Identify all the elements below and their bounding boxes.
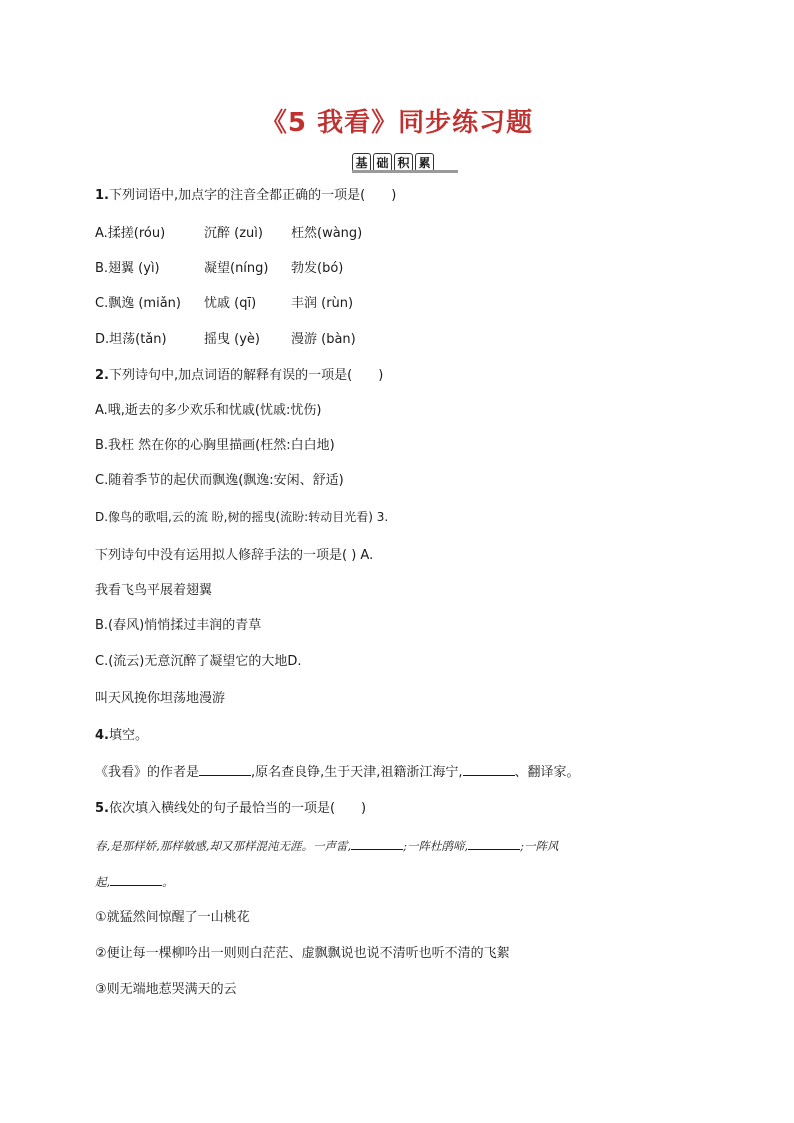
q5-passage-e: 。 — [162, 875, 174, 889]
q5-passage-c: ;一阵风 — [520, 839, 559, 853]
q1-a-2: 沉醉 (zuì) — [204, 226, 263, 241]
q1-b-2: 凝望(níng) — [204, 261, 269, 276]
q2-option-b: B.我枉 然在你的心胸里描画(枉然:白白地) — [95, 438, 335, 453]
q3-option-d: 叫天风挽你坦荡地漫游 — [95, 691, 226, 706]
q5-passage-line-2 — [95, 873, 174, 891]
badge-char-4: 累 — [415, 153, 434, 172]
q2-option-c: C.随着季节的起伏而飘逸(飘逸:安闲、舒适) — [95, 473, 344, 488]
q4-stem — [95, 727, 148, 745]
badge-char-1: 基 — [352, 153, 371, 172]
q1-a-3: 枉然(wàng) — [291, 226, 363, 241]
badge-char-3: 积 — [394, 153, 413, 172]
q5-passage-b: ;一阵杜鹃啼, — [403, 839, 469, 853]
q4-text: 填空。 — [108, 728, 148, 743]
q5-passage-d: 起, — [95, 875, 111, 889]
badge-char-2: 础 — [373, 153, 392, 172]
q1-c-1: C.飘逸 (miǎn) — [95, 296, 181, 311]
q2-text: 下列诗句中,加点词语的解释有误的一项是( ) — [108, 368, 384, 383]
q1-b-3: 勃发(bó) — [291, 261, 344, 276]
q4-fill-line — [95, 763, 580, 782]
q1-a-1: A.揉搓(róu) — [95, 226, 166, 241]
q5-item-3: ③则无端地惹哭满天的云 — [95, 982, 237, 997]
q1-d-3: 漫游 (bàn) — [291, 332, 356, 347]
q4-text-a: 《我看》的作者是 — [95, 765, 200, 780]
q5-stem — [95, 800, 366, 818]
q5-blank-2[interactable] — [468, 837, 520, 850]
q4-number: 4. — [95, 728, 109, 743]
q1-d-1: D.坦荡(tǎn) — [95, 332, 167, 347]
q1-c-2: 忧戚 (qī) — [204, 296, 257, 311]
q1-number: 1. — [95, 188, 109, 203]
q3-option-a: 我看飞鸟平展着翅翼 — [95, 583, 213, 598]
q2-option-d: D.像鸟的歌唱,云的流 盼,树的摇曳(流盼:转动目光看) 3. — [95, 510, 389, 524]
q5-item-1: ①就猛然间惊醒了一山桃花 — [95, 910, 250, 925]
q1-stem — [95, 187, 396, 205]
q1-d-2: 摇曳 (yè) — [204, 332, 260, 347]
q1-c-3: 丰润 (rùn) — [291, 296, 354, 311]
section-underline — [352, 170, 458, 173]
q5-text: 依次填入横线处的句子最恰当的一项是( ) — [108, 801, 367, 816]
q2-number: 2. — [95, 368, 109, 383]
q3-option-c: C.(流云)无意沉醉了凝望它的大地D. — [95, 654, 302, 669]
q2-stem — [95, 367, 383, 385]
q5-passage-line-1 — [95, 837, 559, 855]
q4-blank-2[interactable] — [463, 763, 515, 776]
q5-passage-a: 春,是那样娇,那样敏感,却又那样混沌无涯。一声雷, — [95, 839, 352, 853]
q5-item-2: ②便让每一棵柳吟出一则则白茫茫、虚飘飘说也说不清听也听不清的飞絮 — [95, 946, 510, 961]
q5-blank-1[interactable] — [351, 837, 403, 850]
q3-stem: 下列诗句中没有运用拟人修辞手法的一项是( ) A. — [95, 548, 374, 563]
q4-text-b: ,原名查良铮,生于天津,祖籍浙江海宁, — [251, 765, 463, 780]
q5-blank-3[interactable] — [110, 873, 162, 886]
q2-option-a: A.哦,逝去的多少欢乐和忧戚(忧戚:忧伤) — [95, 403, 322, 418]
section-badge — [352, 152, 434, 172]
q4-blank-1[interactable] — [199, 763, 251, 776]
q5-number: 5. — [95, 801, 109, 816]
page-title: 《5 我看》同步练习题 — [260, 108, 534, 138]
q1-b-1: B.翅翼 (yì) — [95, 261, 160, 276]
q4-text-c: 、翻译家。 — [514, 765, 580, 780]
q3-option-b: B.(春风)悄悄揉过丰润的青草 — [95, 618, 262, 633]
q1-text: 下列词语中,加点字的注音全都正确的一项是( ) — [108, 188, 397, 203]
